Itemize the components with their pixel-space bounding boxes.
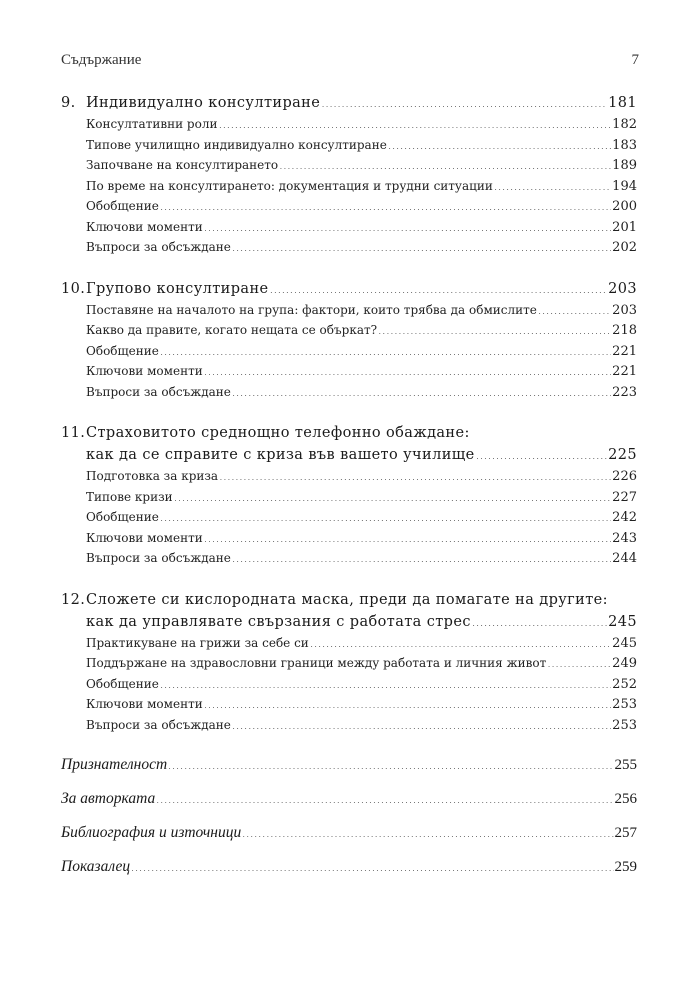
back-matter-title: За авторката (61, 790, 156, 807)
section-title: Поставяне на началото на група: фактори, които трябва да обмислите (86, 302, 537, 317)
section-title: Обобщение (86, 676, 159, 691)
chapter-heading-row[interactable] (61, 444, 637, 466)
chapter-heading-line[interactable] (61, 589, 637, 611)
chapter-heading-line[interactable] (61, 422, 637, 444)
dot-leader (232, 385, 611, 406)
dot-leader (204, 531, 611, 552)
chapter-heading-row[interactable] (61, 92, 637, 114)
chapter-title-text: как да се справите с криза във вашето училище (86, 447, 475, 463)
dot-leader (219, 469, 611, 490)
section-entry[interactable] (61, 674, 637, 695)
section-entry[interactable] (61, 237, 637, 258)
section-page: 200 (612, 199, 637, 214)
back-matter-entry[interactable] (61, 857, 637, 877)
chapter-number: 9. (61, 95, 76, 111)
section-title: По време на консултирането: документация и трудни ситуации (86, 178, 493, 193)
section-entry[interactable] (61, 528, 637, 549)
spacer (61, 402, 637, 422)
dot-leader (232, 718, 611, 739)
section-title: Подготовка за криза (86, 469, 219, 483)
section-entry[interactable] (61, 196, 637, 217)
dot-leader (160, 199, 611, 220)
section-title: Ключови моменти (86, 364, 203, 378)
page-number: 7 (631, 52, 639, 68)
section-title: Типове училищно индивидуално консултиране (86, 137, 387, 152)
section-page: 249 (612, 656, 637, 671)
chapter-title (61, 422, 470, 444)
dot-leader (160, 344, 611, 365)
section-page: 226 (612, 469, 637, 484)
section-entry[interactable] (61, 155, 637, 176)
chapter-heading-row[interactable] (61, 611, 637, 633)
section-entry[interactable] (61, 507, 637, 528)
section-title: Обобщение (86, 343, 159, 358)
section-page: 253 (612, 717, 637, 733)
back-matter-page: 259 (614, 859, 637, 875)
section-title: Въпроси за обсъждане (86, 384, 231, 399)
back-matter-title: Библиография и източници (61, 824, 242, 841)
chapter-entry (61, 92, 637, 258)
section-title: Въпроси за обсъждане (86, 240, 231, 254)
section-title: Ключови моменти (86, 697, 203, 711)
section-title: Обобщение (86, 199, 159, 213)
chapter-title (86, 444, 475, 466)
section-page: 203 (612, 302, 637, 318)
chapter-heading-row[interactable] (61, 278, 637, 300)
section-entry[interactable] (61, 653, 637, 674)
back-matter-page: 256 (614, 791, 637, 807)
section-title: Обобщение (86, 510, 159, 524)
section-title: Типове кризи (86, 489, 173, 504)
section-entry[interactable] (61, 135, 637, 156)
back-matter-page: 257 (614, 825, 637, 841)
back-matter-title: Признателност (61, 756, 168, 773)
dot-leader (476, 447, 607, 469)
section-title: Поддържане на здравословни граници между работата и личния живот (86, 656, 547, 670)
chapter-page: 181 (608, 95, 637, 111)
section-page: 227 (612, 489, 637, 505)
dot-leader (160, 677, 611, 698)
spacer (61, 735, 637, 755)
section-entry[interactable] (61, 217, 637, 238)
chapter-title (61, 278, 269, 300)
dot-leader (156, 792, 613, 812)
chapter-number: 12. (61, 591, 86, 608)
chapter-number: 11. (61, 425, 86, 441)
chapter-title-text: Сложете си кислородната маска, преди да помагате на другите: (86, 591, 608, 608)
chapter-title-text: Индивидуално консултиране (86, 95, 321, 111)
dot-leader (472, 614, 607, 636)
section-title: Консултативни роли (86, 117, 218, 131)
dot-leader (160, 510, 611, 531)
dot-leader (204, 697, 611, 718)
chapter-title-text: как да управлявате свързания с работата стрес (86, 613, 471, 630)
section-entry[interactable] (61, 466, 637, 487)
dot-leader (547, 656, 611, 677)
section-page: 242 (612, 510, 637, 525)
section-page: 182 (612, 117, 637, 132)
chapter-entry (61, 589, 637, 736)
section-title: Въпроси за обсъждане (86, 717, 231, 732)
chapter-number: 10. (61, 280, 86, 297)
section-title: Ключови моменти (86, 530, 203, 545)
dot-leader (232, 240, 611, 261)
dot-leader (388, 138, 611, 159)
section-page: 189 (612, 158, 637, 173)
section-page: 183 (612, 137, 637, 153)
dot-leader (242, 826, 613, 846)
section-page: 245 (612, 635, 637, 651)
section-title: Какво да правите, когато нещата се объркат? (86, 323, 378, 337)
section-title: Практикуване на грижи за себе си (86, 635, 309, 650)
dot-leader (204, 220, 611, 241)
dot-leader (378, 323, 611, 344)
dot-leader (168, 758, 613, 778)
section-entry[interactable] (61, 548, 637, 569)
section-entry[interactable] (61, 694, 637, 715)
running-head-title: Съдържание (61, 52, 142, 68)
section-title: Въпроси за обсъждане (86, 551, 231, 565)
section-page: 221 (612, 364, 637, 379)
section-entry[interactable] (61, 382, 637, 403)
section-page: 201 (612, 219, 637, 235)
running-head (61, 52, 639, 69)
section-entry[interactable] (61, 487, 637, 508)
chapter-title-text: Страховитото среднощно телефонно обаждане: (86, 425, 470, 441)
spacer (61, 569, 637, 589)
section-page: 244 (612, 551, 637, 566)
dot-leader (131, 860, 613, 880)
section-page: 221 (612, 343, 637, 359)
chapter-title (61, 589, 608, 611)
chapter-page: 245 (608, 613, 637, 630)
dot-leader (232, 551, 611, 572)
chapter-title (86, 611, 471, 633)
dot-leader (321, 95, 607, 117)
section-entry[interactable] (61, 300, 637, 321)
section-title: Ключови моменти (86, 219, 203, 234)
table-of-contents (61, 92, 637, 877)
section-entry[interactable] (61, 633, 637, 654)
section-page: 243 (612, 530, 637, 546)
back-matter-page: 255 (614, 757, 637, 773)
section-page: 223 (612, 384, 637, 400)
chapter-title-text: Групово консултиране (86, 280, 269, 297)
back-matter-entry[interactable] (61, 755, 637, 775)
section-entry[interactable] (61, 715, 637, 736)
section-entry[interactable] (61, 341, 637, 362)
section-title: Започване на консултирането (86, 158, 279, 172)
chapter-entry (61, 278, 637, 403)
dot-leader (174, 490, 612, 511)
spacer (61, 258, 637, 278)
back-matter-entry[interactable] (61, 823, 637, 843)
chapter-page: 225 (608, 447, 637, 463)
chapter-entry (61, 422, 637, 569)
section-entry[interactable] (61, 361, 637, 382)
section-entry[interactable] (61, 320, 637, 341)
section-page: 218 (612, 323, 637, 338)
section-page: 202 (612, 240, 637, 255)
dot-leader (494, 179, 611, 200)
chapter-title (61, 92, 320, 114)
dot-leader (204, 364, 611, 385)
section-entry[interactable] (61, 176, 637, 197)
back-matter-title: Показалец (61, 858, 131, 875)
section-page: 253 (612, 697, 637, 712)
section-page: 252 (612, 676, 637, 692)
dot-leader (538, 303, 611, 324)
section-entry[interactable] (61, 114, 637, 135)
back-matter-entry[interactable] (61, 789, 637, 809)
chapter-page: 203 (608, 280, 637, 297)
section-page: 194 (612, 178, 637, 194)
